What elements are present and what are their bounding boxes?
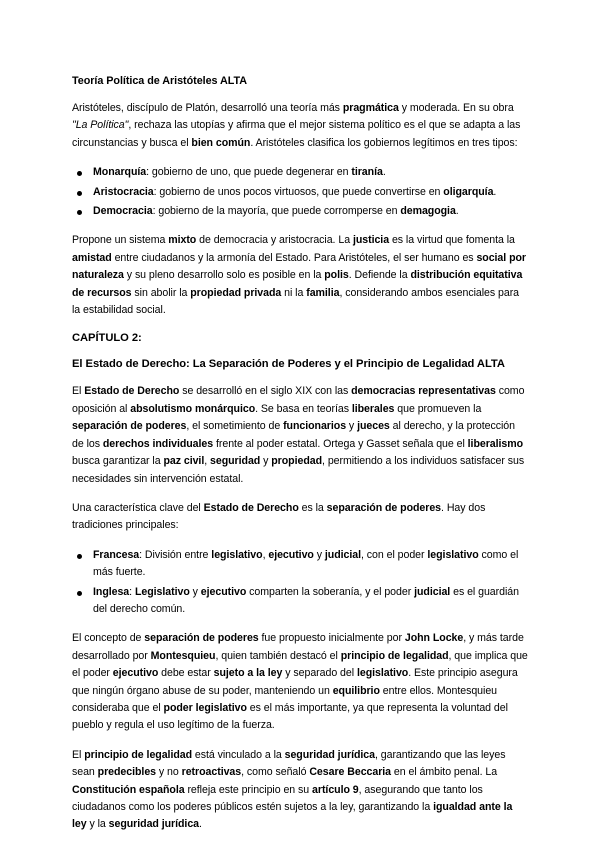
bold-term: Montesquieu xyxy=(150,649,216,662)
text-run: El concepto de xyxy=(72,632,145,645)
text-run: El xyxy=(72,385,85,398)
italic-work-title: "La Política" xyxy=(72,119,129,132)
text-run: ni la xyxy=(281,286,307,299)
bold-term: derechos individuales xyxy=(102,437,214,450)
bold-term: tiranía xyxy=(351,166,383,179)
text-run: y moderada. En su obra xyxy=(398,102,514,114)
text-run: . Se basa en teorías xyxy=(255,402,352,415)
bold-term: pragmática xyxy=(342,102,399,114)
bold-term: Estado de Derecho xyxy=(203,501,299,514)
text-run: Aristóteles, discípulo de Platón, desarrolló una teoría más xyxy=(72,102,343,114)
bold-term: legislativo xyxy=(211,548,263,561)
text-run: y no xyxy=(156,766,182,779)
bold-term: social por naturaleza xyxy=(72,251,526,282)
bold-term: ejecutivo xyxy=(112,667,159,680)
bold-term: amistad xyxy=(72,251,112,264)
text-run: Una característica clave del xyxy=(72,501,204,514)
paragraph-separation-traditions xyxy=(72,500,528,535)
bold-term: separación de poderes xyxy=(72,420,187,433)
text-run: y la xyxy=(86,818,109,831)
bold-term: separación de poderes xyxy=(326,501,442,514)
bold-term: legislativo xyxy=(427,548,479,561)
bold-term: Legislativo xyxy=(134,585,190,598)
list-item-democracia xyxy=(72,203,528,220)
paragraph-estado-de-derecho xyxy=(72,383,528,487)
section-heading: El Estado de Derecho: La Separación de Poderes y el Principio de Legalidad ALTA xyxy=(72,358,505,371)
text-run: entre ciudadanos y la armonía del Estado. Para Aristóteles, el ser humano es xyxy=(111,251,477,264)
text-run: y separado del xyxy=(282,667,357,680)
text-run: : xyxy=(129,585,135,598)
bold-term: jueces xyxy=(357,420,390,433)
bold-term: Cesare Beccaria xyxy=(309,766,392,779)
bold-term: Democracia xyxy=(93,205,153,218)
text-run: refleja este principio en su xyxy=(184,783,313,796)
text-run: , rechaza las utopías y afirma que el mejor sistema político es el que se adapta a las circunstancias y busca el xyxy=(72,119,521,149)
bold-term: judicial xyxy=(324,548,361,561)
text-run: , permitiendo a los individuos satisfacer sus necesidades sin intervención estatal. xyxy=(72,455,525,485)
bold-term: legislativo xyxy=(356,667,409,680)
bold-term: familia xyxy=(306,286,340,299)
bold-term: predecibles xyxy=(97,766,157,779)
text-run: . xyxy=(199,818,202,831)
document-title: Teoría Política de Aristóteles ALTA xyxy=(72,75,248,87)
text-run: , xyxy=(262,548,269,561)
bold-term: funcionarios xyxy=(283,420,347,433)
bold-term: mixto xyxy=(168,234,197,247)
text-run: . xyxy=(382,166,386,179)
bold-term: justicia xyxy=(352,234,390,247)
text-run: , como señaló xyxy=(241,766,310,779)
text-run: , garantizando que las leyes sean xyxy=(72,748,506,779)
bold-term: liberalismo xyxy=(467,437,524,450)
paragraph-aristotle-intro xyxy=(72,100,528,152)
text-run: y su pleno desarrollo solo es posible en la xyxy=(123,269,325,282)
text-run: es el guardián del derecho común. xyxy=(93,585,519,615)
bold-term: liberales xyxy=(351,402,395,415)
bold-term: seguridad xyxy=(210,455,261,468)
text-run: , quien también destacó el xyxy=(215,649,341,662)
text-run: es la virtud que fomenta la xyxy=(389,234,515,247)
bold-term: polis xyxy=(324,269,349,282)
text-run: entre ellos. Montesquieu consideraba que el xyxy=(72,684,498,714)
bold-term: igualdad ante la ley xyxy=(72,801,513,831)
bold-term: equilibrio xyxy=(332,684,380,697)
list-item-aristocracia xyxy=(72,184,528,201)
text-run: Propone un sistema xyxy=(72,234,169,247)
bold-term: democracias representativas xyxy=(351,385,496,398)
bold-term: absolutismo monárquico xyxy=(130,402,256,415)
text-run: debe estar xyxy=(158,667,214,680)
text-run: . Aristóteles clasifica los gobiernos legítimos en tres tipos: xyxy=(250,136,518,149)
text-run: y xyxy=(260,455,272,468)
text-run: al derecho, y la protección de los xyxy=(72,420,515,450)
text-run: . Defiende la xyxy=(348,269,411,282)
bold-term: bien común xyxy=(191,136,251,149)
text-run: y xyxy=(346,420,358,433)
text-run: : División entre xyxy=(139,548,212,561)
text-run: , con el poder xyxy=(361,548,428,561)
bold-term: Monarquía xyxy=(93,166,147,179)
bold-term: Aristocracia xyxy=(93,185,154,198)
text-run: , y más tarde desarrollado por xyxy=(72,632,524,662)
text-run: es el más importante, ya que representa la voluntad del pueblo y regula el uso legítimo de la fuerza. xyxy=(72,701,508,732)
bold-term: demagogia xyxy=(400,205,456,218)
text-run: que promueven la xyxy=(394,402,482,415)
paragraph-principio-legalidad xyxy=(72,747,528,834)
government-types-list xyxy=(72,164,528,220)
bold-term: poder legislativo xyxy=(163,701,247,714)
text-run: . xyxy=(455,205,459,218)
bold-term: judicial xyxy=(414,585,451,598)
text-run: : gobierno de uno, que puede degenerar en xyxy=(146,166,352,179)
text-run: se desarrolló en el siglo XIX con las xyxy=(179,385,352,398)
bold-term: propiedad xyxy=(271,455,323,468)
paragraph-locke-montesquieu xyxy=(72,630,528,734)
text-run: frente al poder estatal. Ortega y Gasset señala que el xyxy=(213,437,468,450)
bold-term: principio de legalidad xyxy=(340,649,449,662)
text-run: fue propuesto inicialmente por xyxy=(258,632,405,645)
bold-term: Inglesa xyxy=(93,585,130,598)
bold-term: ejecutivo xyxy=(200,585,247,598)
text-run: es la xyxy=(298,501,327,514)
text-run: está vinculado a la xyxy=(192,748,285,761)
bold-term: Estado de Derecho xyxy=(84,385,180,398)
bold-term: sujeto a la ley xyxy=(213,667,283,680)
bold-term: seguridad jurídica xyxy=(284,748,375,761)
text-run: , considerando ambos esenciales para la estabilidad social. xyxy=(72,286,520,317)
text-run: . Este principio asegura que ningún órgano abuse de su poder, manteniendo un xyxy=(72,667,518,697)
text-run: y xyxy=(313,548,325,561)
bold-term: artículo 9 xyxy=(312,783,359,796)
chapter-heading: CAPÍTULO 2: xyxy=(72,332,142,345)
text-run: comparten la soberanía, y el poder xyxy=(246,585,415,598)
list-item-francesa xyxy=(72,547,528,582)
text-run: : gobierno de la mayoría, que puede corromperse en xyxy=(152,205,401,218)
text-run: y xyxy=(189,585,201,598)
text-run: , xyxy=(204,455,211,468)
text-run: de democracia y aristocracia. La xyxy=(196,234,353,247)
bold-term: distribución equitativa de recursos xyxy=(72,269,523,299)
bold-term: retroactivas xyxy=(181,766,242,779)
traditions-list xyxy=(72,547,528,619)
bold-term: propiedad privada xyxy=(190,286,282,299)
bold-term: John Locke xyxy=(404,632,464,645)
bold-term: separación de poderes xyxy=(144,632,259,645)
text-run: , que implica que el poder xyxy=(72,649,528,680)
text-run: . xyxy=(493,185,497,198)
bold-term: seguridad jurídica xyxy=(108,818,200,831)
text-run: sin abolir la xyxy=(131,286,191,299)
text-run: , el sometimiento de xyxy=(186,420,284,433)
bold-term: oligarquía xyxy=(443,185,494,198)
text-run: como el más fuerte. xyxy=(93,548,519,579)
list-item-inglesa xyxy=(72,584,528,619)
list-item-monarquia xyxy=(72,164,528,181)
text-run: busca garantizar la xyxy=(72,455,164,468)
text-run: , asegurando que tanto los ciudadanos como los poderes públicos estén sujetos a la ley, garantizando la xyxy=(72,783,483,813)
bold-term: principio de legalidad xyxy=(84,748,193,761)
text-run: en el ámbito penal. La xyxy=(391,766,498,779)
bold-term: Constitución española xyxy=(72,783,185,796)
text-run: como oposición al xyxy=(72,385,525,415)
bold-term: paz civil xyxy=(163,455,205,468)
bold-term: ejecutivo xyxy=(268,548,314,561)
text-run: . Hay dos tradiciones principales: xyxy=(72,501,486,532)
bold-term: Francesa xyxy=(93,548,140,561)
text-run: El xyxy=(72,748,85,761)
text-run: : gobierno de unos pocos virtuosos, que puede convertirse en xyxy=(153,185,444,198)
paragraph-mixed-system xyxy=(72,232,528,319)
